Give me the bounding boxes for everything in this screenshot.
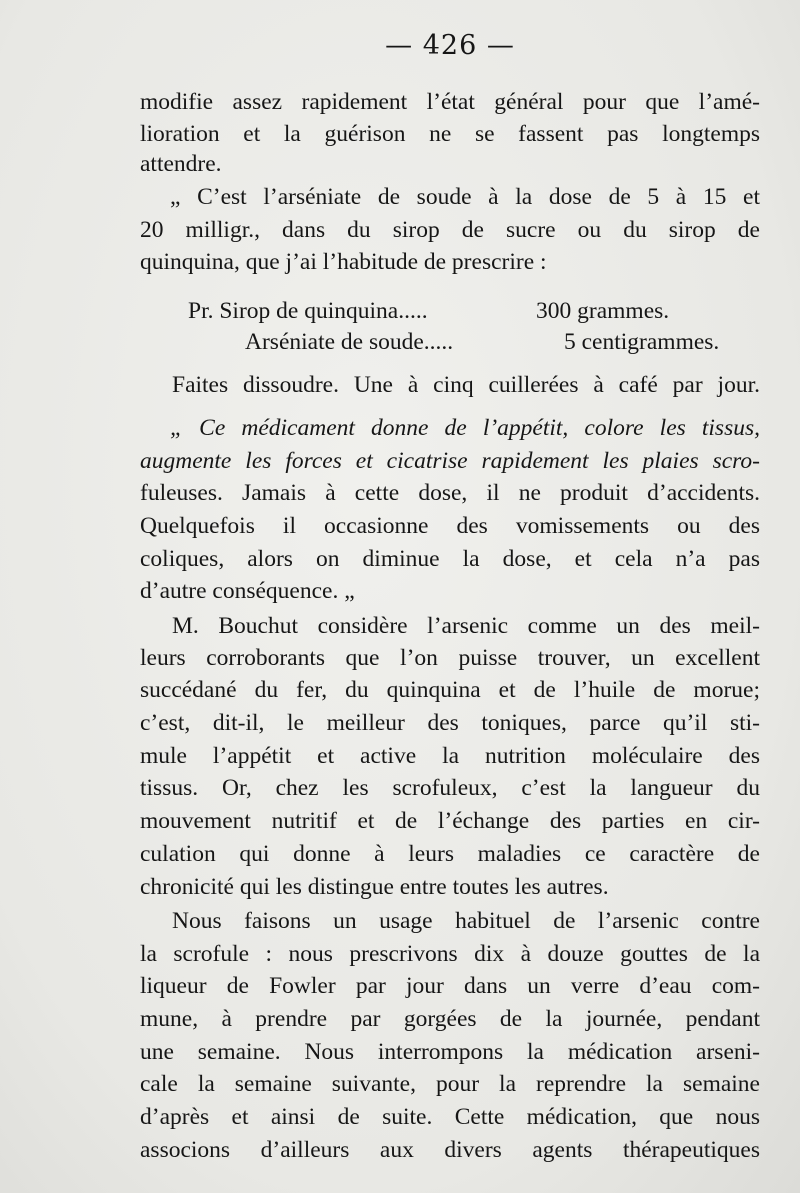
page-number: — 426 — (385, 30, 515, 61)
text-line: coliques, alors on diminue la dose, et cela n’a pas (140, 546, 760, 572)
text-line: c’est, dit-il, le meilleur des toniques, parce qu’il sti- (140, 710, 760, 736)
text-line: tissus. Or, chez les scrofuleux, c’est la langueur du (140, 775, 760, 801)
text-line: chronicité qui les distingue entre toutes les autres. (140, 874, 609, 900)
text-line: M. Bouchut considère l’arsenic comme un des meil- (172, 613, 760, 639)
text-line: mouvement nutritif et de l’échange des parties en cir- (140, 808, 760, 834)
text-line: fuleuses. Jamais à cette dose, il ne produit d’accidents. (140, 480, 760, 506)
text-line: Quelquefois il occasionne des vomissements ou des (140, 513, 760, 539)
prescription-item-name: Arséniate de soude..... (245, 329, 454, 355)
italic-text-line: augmente les forces et cicatrise rapidement les plaies scro- (140, 448, 760, 474)
prescription-item-quantity: 300 grammes. (536, 298, 670, 324)
text-line: d’autre conséquence. „ (140, 578, 355, 604)
text-line: mule l’appétit et active la nutrition moléculaire des (140, 743, 760, 769)
text-line: lioration et la guérison ne se fassent pas longtemps (140, 121, 760, 147)
text-line: attendre. (140, 151, 222, 177)
text-line: associons d’ailleurs aux divers agents thérapeutiques (140, 1137, 760, 1163)
prescription-item-name: Pr. Sirop de quinquina..... (188, 298, 428, 324)
text-line: Nous faisons un usage habituel de l’arsenic contre (172, 908, 760, 934)
text-line: succédané du fer, du quinquina et de l’huile de morue; (140, 677, 760, 703)
text-line: 20 milligr., dans du sirop de sucre ou du sirop de (140, 217, 760, 243)
text-line: „ C’est l’arséniate de soude à la dose de 5 à 15 et (170, 184, 760, 210)
text-line: la scrofule : nous prescrivons dix à douze gouttes de la (140, 941, 760, 967)
text-line: quinquina, que j’ai l’habitude de prescrire : (140, 249, 547, 275)
text-line: Faites dissoudre. Une à cinq cuillerées à café par jour. (172, 372, 760, 398)
text-line: une semaine. Nous interrompons la médication arseni- (140, 1039, 760, 1065)
text-line: liqueur de Fowler par jour dans un verre d’eau com- (140, 973, 760, 999)
prescription-item-quantity: 5 centigrammes. (564, 329, 720, 355)
text-line: modifie assez rapidement l’état général pour que l’amé- (140, 89, 760, 115)
text-line: mune, à prendre par gorgées de la journée, pendant (140, 1006, 760, 1032)
text-line: cale la semaine suivante, pour la reprendre la semaine (140, 1071, 760, 1097)
text-line: d’après et ainsi de suite. Cette médication, que nous (140, 1104, 760, 1130)
italic-text-line: „ Ce médicament donne de l’appétit, colore les tissus, (170, 415, 760, 441)
text-line: leurs corroborants que l’on puisse trouver, un excellent (140, 645, 760, 671)
text-line: culation qui donne à leurs maladies ce caractère de (140, 841, 760, 867)
